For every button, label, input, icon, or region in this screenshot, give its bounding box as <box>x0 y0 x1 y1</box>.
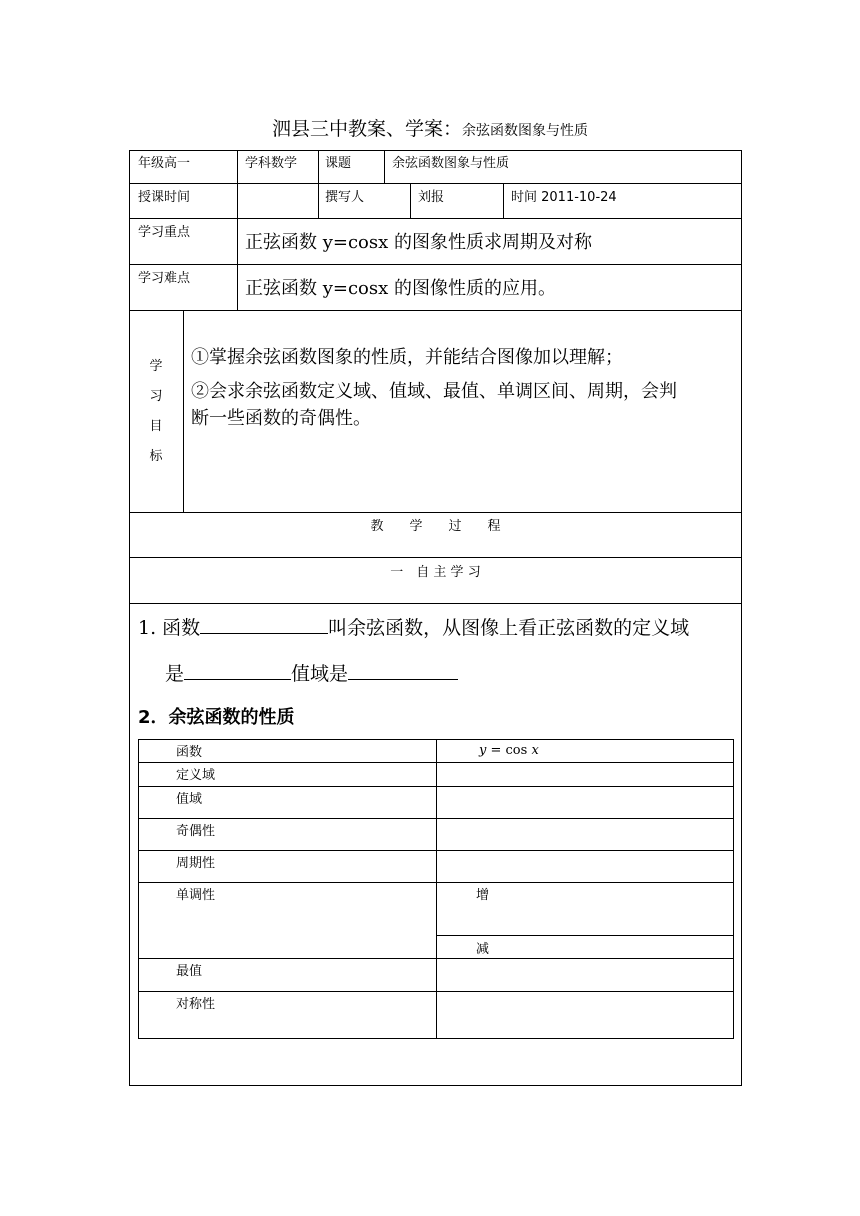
table-col-divider <box>436 739 437 1039</box>
table-row-divider <box>138 882 734 883</box>
lesson-value: 余弦函数图象与性质 <box>392 156 510 171</box>
question-2-heading: 2．余弦函数的性质 <box>138 707 295 728</box>
row-divider <box>129 310 742 311</box>
monotonic-increase: 增 <box>476 888 490 903</box>
question-1-line-2 <box>165 661 458 686</box>
row-divider <box>129 264 742 265</box>
lesson-label: 课题 <box>325 156 352 171</box>
blank-range[interactable] <box>348 661 458 680</box>
objective-item-2-cont: 断一些函数的奇偶性。 <box>191 408 371 429</box>
table-row-divider <box>436 935 734 936</box>
table-row-divider <box>138 958 734 959</box>
table-row-divider <box>138 850 734 851</box>
row-monotonic: 单调性 <box>176 888 216 903</box>
col-divider <box>237 218 238 310</box>
author-value: 刘报 <box>418 190 445 205</box>
objective-item-2: ②会求余弦函数定义域、值域、最值、单调区间、周期，会判 <box>191 381 677 402</box>
objectives-label-char: 标 <box>149 449 163 464</box>
row-divider <box>129 557 742 558</box>
process-heading: 教 学 过 程 <box>370 519 501 534</box>
formula-x: x <box>531 743 539 758</box>
difficulty-label: 学习难点 <box>138 271 191 286</box>
date-cell: 时间 2011-10-24 <box>511 190 617 205</box>
col-divider <box>237 150 238 183</box>
row-domain: 定义域 <box>176 768 216 783</box>
difficulty-text: 正弦函数 y=cosx 的图像性质的应用。 <box>245 278 556 299</box>
time-label: 授课时间 <box>138 190 191 205</box>
formula-y: y <box>479 743 487 758</box>
grade-cell: 年级高一 <box>138 156 191 171</box>
objectives-label-char: 习 <box>149 389 163 404</box>
question-1-part-1: 1. 函数 <box>138 617 201 639</box>
question-1-part-2: 叫余弦函数，从图像上看正弦函数的定义域 <box>328 617 690 639</box>
subject-cell: 学科数学 <box>245 156 298 171</box>
blank-domain[interactable] <box>184 661 291 680</box>
focus-text: 正弦函数 y=cosx 的图象性质求周期及对称 <box>245 232 592 253</box>
monotonic-decrease: 减 <box>476 942 490 957</box>
page-title <box>0 117 860 143</box>
table-header-formula <box>479 743 539 759</box>
table-header-function: 函数 <box>176 745 203 760</box>
objectives-label-char: 学 <box>149 359 163 374</box>
page-title-main: 泗县三中教案、学案： <box>271 118 462 140</box>
col-divider <box>410 183 411 218</box>
row-extrema: 最值 <box>176 964 203 979</box>
row-divider <box>129 183 742 184</box>
row-range: 值域 <box>176 792 203 807</box>
objectives-label-char: 目 <box>149 419 163 434</box>
author-label: 撰写人 <box>325 190 365 205</box>
row-parity: 奇偶性 <box>176 824 216 839</box>
blank-function[interactable] <box>200 615 328 634</box>
col-divider <box>318 183 319 218</box>
row-divider <box>129 512 742 513</box>
question-1-part-3: 是 <box>165 663 185 685</box>
col-divider <box>237 183 238 218</box>
objectives-label <box>146 352 166 472</box>
formula-eq: = cos <box>486 743 532 758</box>
col-divider <box>384 150 385 183</box>
table-row-divider <box>138 786 734 787</box>
question-1-part-4: 值域是 <box>291 663 349 685</box>
table-row-divider <box>138 991 734 992</box>
col-divider <box>183 310 184 512</box>
objective-item-1: ①掌握余弦函数图象的性质，并能结合图像加以理解； <box>191 347 623 368</box>
table-row-divider <box>138 818 734 819</box>
row-symmetry: 对称性 <box>176 997 216 1012</box>
col-divider <box>318 150 319 183</box>
focus-label: 学习重点 <box>138 225 191 240</box>
col-divider <box>503 183 504 218</box>
row-divider <box>129 603 742 604</box>
table-row-divider <box>138 762 734 763</box>
section-heading: 一 自 主 学 习 <box>390 565 481 580</box>
row-period: 周期性 <box>176 856 216 871</box>
question-1-line-1 <box>138 615 689 640</box>
page-title-topic: 余弦函数图象与性质 <box>462 123 588 139</box>
row-divider <box>129 218 742 219</box>
